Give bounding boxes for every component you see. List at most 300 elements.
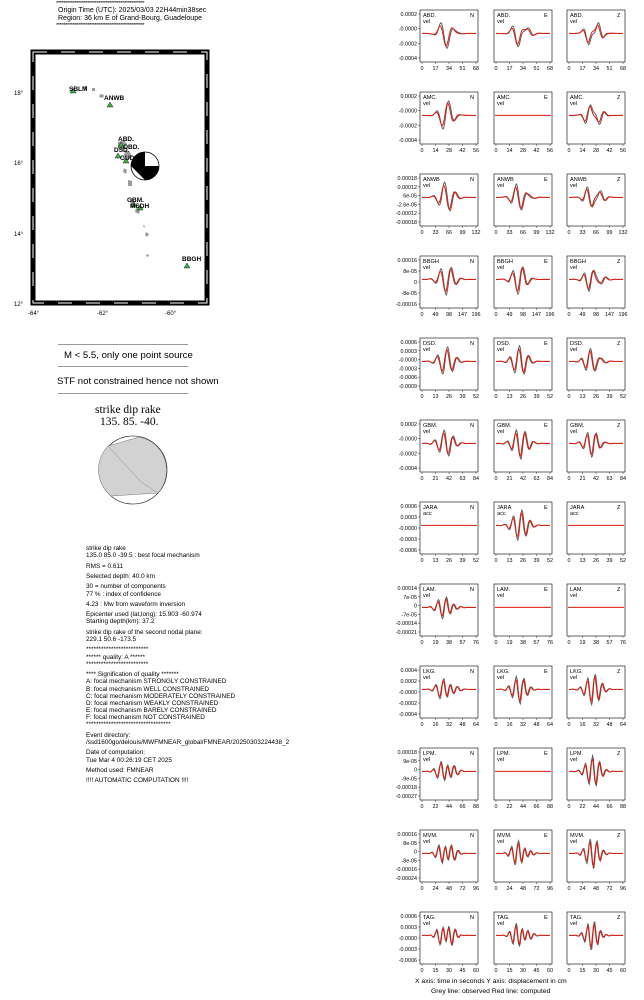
station-name: LAM.	[423, 587, 437, 593]
component-label: E	[544, 423, 548, 429]
component-label: N	[470, 341, 475, 347]
y-tick-label: 0.0006	[400, 340, 417, 346]
waveform-panel-lam-n	[420, 584, 479, 646]
x-tick-label: 0	[494, 312, 498, 318]
header-stars-top: ************************************************	[56, 1, 145, 7]
data-kind: vel	[423, 839, 431, 845]
x-tick-label: 66	[459, 804, 466, 810]
x-tick-label: 0	[567, 394, 571, 400]
x-tick-label: 0	[567, 886, 571, 892]
x-tick-label: 0	[420, 558, 424, 564]
component-label: E	[544, 833, 548, 839]
station-label-anwb: ANWB	[104, 95, 125, 102]
x-tick-label: 33	[432, 230, 439, 236]
data-kind: vel	[570, 921, 578, 927]
x-tick-label: 17	[432, 66, 439, 72]
x-tick-label: 0	[494, 476, 498, 482]
x-tick-label: 68	[547, 66, 553, 72]
station-label-sblm: SBLM	[69, 86, 88, 93]
component-label: Z	[617, 341, 621, 347]
y-tick-label: -0.0009	[398, 384, 417, 390]
station-label-dsd: DSD.	[114, 147, 130, 154]
component-label: N	[470, 95, 475, 101]
station-name: TAG.	[570, 915, 583, 921]
x-tick-label: 51	[459, 66, 466, 72]
y-tick-label: -0.0003	[398, 537, 417, 543]
x-tick-label: 72	[606, 886, 613, 892]
component-label: N	[470, 13, 475, 19]
info-line: 4.23 : Mw from waveform inversion	[86, 600, 186, 608]
waveform-panel-lam-z	[567, 584, 626, 646]
x-tick-label: 98	[593, 312, 599, 318]
station-name: MVM.	[497, 833, 512, 839]
station-name: ABD.	[497, 13, 511, 19]
component-label: N	[470, 505, 475, 511]
waveform-panel-bbgh-n	[420, 256, 481, 318]
x-tick-label: 0	[420, 722, 424, 728]
info-line: Tue Mar 4 00:26:19 CET 2025	[86, 756, 172, 764]
waveform-grid	[370, 0, 644, 1000]
y-tick-label: -0.0000	[398, 108, 417, 115]
component-label: Z	[617, 13, 621, 19]
data-kind: vel	[570, 593, 578, 599]
y-tick-label: 0.0002	[400, 94, 417, 100]
waveform-panel-tag-n	[420, 912, 479, 974]
waveform-panel-gbm-e	[494, 420, 553, 482]
x-tick-label: 39	[459, 558, 466, 564]
x-tick-label: 0	[567, 722, 571, 728]
map-frame	[33, 52, 207, 303]
x-tick-label: 39	[533, 394, 540, 400]
station-name: LPM.	[497, 751, 511, 757]
waveform-panel-lpm-z	[567, 748, 626, 810]
component-label: Z	[617, 505, 621, 511]
data-kind: vel	[570, 675, 578, 681]
info-line: D: focal mechanism WEAKLY CONSTRAINED	[86, 699, 219, 707]
y-tick-label: 0.00016	[397, 258, 417, 264]
waveform-panel-bbgh-z	[567, 256, 628, 318]
x-tick-label: 51	[533, 66, 540, 72]
y-tick-label: 7e-05	[403, 594, 417, 601]
station-row	[396, 256, 628, 318]
x-tick-label: 42	[606, 148, 613, 154]
x-tick-label: 16	[432, 722, 439, 728]
waveform-panel-mvm-z	[567, 830, 626, 892]
info-line: C: focal mechanism MODERATELY CONSTRAINED	[86, 692, 236, 700]
y-tick-label: -0.0003	[398, 366, 417, 373]
component-label: E	[544, 259, 548, 265]
data-kind: vel	[497, 839, 505, 845]
x-tick-label: 96	[547, 886, 553, 892]
waveform-panel-bbgh-e	[494, 256, 555, 318]
y-tick-label: 0.0003	[400, 925, 417, 931]
info-block	[86, 545, 289, 785]
x-tick-label: 52	[473, 394, 479, 400]
x-tick-label: 99	[459, 230, 466, 236]
component-label: E	[544, 95, 548, 101]
x-tick-label: 0	[420, 66, 424, 72]
x-tick-label: 72	[533, 886, 540, 892]
x-tick-label: 33	[579, 230, 586, 236]
y-tick-label: -0.0000	[398, 526, 417, 532]
x-tick-label: 0	[420, 230, 424, 236]
x-tick-label: 0	[567, 558, 571, 564]
x-tick-label: 196	[618, 312, 628, 318]
x-tick-label: 147	[532, 312, 541, 318]
x-tick-label: 19	[579, 640, 586, 646]
component-label: E	[544, 751, 548, 757]
y-tick-label: 6e-05	[403, 193, 417, 200]
info-line: *************************	[86, 646, 149, 654]
y-tick-label: -0.00027	[395, 794, 417, 800]
station-name: MVM.	[570, 833, 585, 839]
x-tick-label: 24	[432, 886, 439, 892]
info-line: Method used: FMNEAR	[86, 766, 154, 774]
station-name: LKG.	[423, 669, 436, 675]
x-tick-label: 0	[420, 476, 424, 482]
x-tick-label: 56	[473, 148, 479, 154]
component-label: Z	[617, 915, 621, 921]
info-line: Starting depth(km): 37.2	[86, 618, 155, 626]
data-kind: vel	[497, 265, 505, 271]
component-label: E	[544, 669, 548, 675]
x-tick-label: 13	[579, 558, 586, 564]
waveform-panel-amc-e	[494, 92, 553, 154]
data-kind: vel	[570, 183, 578, 189]
waveform-panel-gbm-n	[420, 420, 479, 482]
x-tick-label: 0	[494, 230, 498, 236]
info-line: Epicenter used (lat,long): 15.903 -60.974	[86, 611, 202, 619]
x-tick-label: 196	[471, 312, 481, 318]
x-tick-label: 34	[593, 66, 599, 72]
x-tick-label: 64	[620, 722, 626, 728]
component-label: E	[544, 13, 548, 19]
x-tick-label: 26	[593, 394, 599, 400]
x-tick-label: 19	[432, 640, 439, 646]
info-line: A: focal mechanism STRONGLY CONSTRAINED	[86, 678, 227, 686]
x-tick-label: 16	[579, 722, 586, 728]
station-label-bbgh: BBGH	[182, 256, 202, 263]
y-tick-label: -0.0002	[398, 451, 417, 458]
x-tick-label: 49	[579, 312, 586, 318]
x-tick-label: 0	[420, 640, 424, 646]
x-tick-label: 32	[446, 722, 452, 728]
data-kind: vel	[423, 593, 431, 599]
x-tick-label: 28	[593, 148, 599, 154]
x-tick-label: 13	[432, 394, 439, 400]
waveform-panel-lam-e	[494, 584, 553, 646]
station-name: JARA	[423, 505, 438, 511]
y-tick-label: -0.00018	[395, 785, 417, 792]
y-tick-label: -0.0002	[398, 123, 417, 130]
x-tick-label: 88	[620, 804, 626, 810]
info-line: Event directory:	[86, 731, 131, 739]
station-row	[399, 420, 626, 482]
x-tick-label: 19	[506, 640, 513, 646]
divider	[58, 366, 188, 367]
waveform-panel-tag-e	[494, 912, 553, 974]
y-tick-label: 0.0006	[400, 914, 417, 920]
station-name: AMC.	[570, 95, 584, 101]
svg-text:GUD.: GUD.	[120, 155, 137, 162]
component-label: Z	[617, 423, 621, 429]
data-kind: vel	[570, 347, 578, 353]
info-line: **** Signification of quality *******	[86, 671, 179, 679]
x-tick-label: 98	[520, 312, 526, 318]
x-tick-label: 132	[545, 230, 555, 236]
y-tick-label: -0.0004	[398, 712, 417, 718]
x-tick-label: 38	[593, 640, 599, 646]
x-tick-label: 49	[506, 312, 513, 318]
x-tick-label: 21	[506, 476, 513, 482]
station-name: TAG.	[497, 915, 510, 921]
x-tick-label: 39	[606, 394, 613, 400]
station-name: LKG.	[497, 669, 510, 675]
y-tick-label: 0.0002	[400, 679, 417, 685]
x-tick-label: 52	[620, 394, 626, 400]
station-name: MVM.	[423, 833, 438, 839]
waveform-panel-anwb-z	[567, 174, 628, 236]
component-label: N	[470, 177, 475, 183]
station-row	[396, 174, 628, 236]
x-tick-label: 84	[473, 476, 479, 482]
info-line: 30 = number of components	[86, 583, 166, 591]
x-tick-label: 0	[494, 66, 498, 72]
x-tick-label: 0	[567, 476, 571, 482]
sdr-values: 135. 85. -40.	[100, 416, 159, 428]
waveform-panel-mvm-e	[494, 830, 553, 892]
component-label: N	[470, 751, 475, 757]
x-tick-label: 13	[432, 558, 439, 564]
station-row	[399, 338, 626, 400]
waveform-panel-lkg-n	[420, 666, 479, 728]
x-tick-label: 52	[547, 394, 553, 400]
x-tick-label: 24	[579, 886, 586, 892]
component-label: E	[544, 341, 548, 347]
y-tick-label: -0.00024	[395, 876, 417, 882]
x-tick-label: 21	[579, 476, 586, 482]
x-tick-label: 15	[432, 968, 439, 974]
y-tick-label: 0.00016	[397, 832, 417, 838]
x-tick-label: 68	[620, 66, 626, 72]
x-tick-label: 56	[547, 148, 553, 154]
x-tick-label: 13	[506, 558, 513, 564]
y-tick-label: -0.0000	[398, 690, 417, 696]
x-tick-label: 76	[547, 640, 553, 646]
y-tick-label: 0	[414, 603, 417, 610]
y-tick-label: -0.00018	[395, 220, 417, 226]
x-tick-label: 60	[547, 968, 553, 974]
x-tick-label: 0	[567, 66, 571, 72]
x-tick-label: 44	[520, 804, 526, 810]
component-label: E	[544, 915, 548, 921]
x-tick-label: 57	[606, 640, 613, 646]
lon-label-64: -64°	[28, 311, 40, 317]
x-tick-label: 15	[506, 968, 513, 974]
station-label-abd: ABD.	[118, 136, 134, 143]
x-tick-label: 13	[506, 394, 513, 400]
x-tick-label: 42	[446, 476, 452, 482]
info-line: **********************************	[86, 721, 171, 729]
x-tick-label: 52	[473, 558, 479, 564]
y-tick-label: -0.0004	[398, 466, 417, 472]
x-tick-label: 132	[618, 230, 628, 236]
x-tick-label: 26	[520, 558, 526, 564]
x-tick-label: 26	[446, 394, 452, 400]
y-tick-label: 0.0006	[400, 504, 417, 510]
component-label: N	[470, 587, 475, 593]
x-tick-label: 0	[567, 968, 571, 974]
station-name: GBM.	[570, 423, 585, 429]
y-tick-label: 0.00018	[397, 750, 417, 756]
x-tick-label: 96	[473, 886, 479, 892]
y-tick-label: -8e-05	[401, 858, 417, 865]
station-name: AMC.	[497, 95, 511, 101]
y-tick-label: -0.00014	[395, 621, 417, 628]
waveform-panel-amc-n	[420, 92, 479, 154]
y-tick-label: -0.0002	[398, 701, 417, 707]
station-name: GBM.	[497, 423, 512, 429]
y-tick-label: -0.0000	[398, 436, 417, 443]
x-tick-label: 48	[520, 886, 526, 892]
x-tick-label: 0	[420, 394, 424, 400]
x-tick-label: 42	[533, 148, 540, 154]
waveform-panel-lpm-n	[420, 748, 479, 810]
station-row	[399, 666, 626, 728]
x-tick-label: 45	[459, 968, 466, 974]
station-label-gbm: GBM.	[127, 197, 144, 204]
x-tick-label: 39	[533, 558, 540, 564]
x-tick-label: 17	[506, 66, 513, 72]
x-tick-label: 0	[420, 312, 424, 318]
x-tick-label: 45	[606, 968, 613, 974]
x-tick-label: 76	[473, 640, 479, 646]
component-label: N	[470, 669, 475, 675]
info-line: 135.0 85.0 -39.5 : best focal mechanism	[86, 552, 200, 560]
info-line: 229.1 50.6 -173.5	[86, 636, 137, 643]
x-tick-label: 57	[533, 640, 540, 646]
x-tick-label: 88	[473, 804, 479, 810]
y-tick-label: -0.0006	[398, 375, 417, 382]
x-tick-label: 57	[459, 640, 466, 646]
component-label: E	[544, 177, 548, 183]
data-kind: vel	[570, 839, 578, 845]
data-kind: vel	[497, 101, 505, 107]
x-tick-label: 26	[520, 394, 526, 400]
x-tick-label: 60	[620, 968, 626, 974]
station-name: GBM.	[423, 423, 438, 429]
y-tick-label: -0.0006	[398, 958, 417, 964]
x-tick-label: 48	[533, 722, 540, 728]
waveform-panel-lpm-e	[494, 748, 553, 810]
x-tick-label: 99	[606, 230, 613, 236]
region: Region: 36 km E of Grand-Bourg, Guadeloupe	[58, 15, 202, 22]
x-tick-label: 39	[459, 394, 466, 400]
x-tick-label: 0	[494, 804, 498, 810]
y-tick-label: 8e-05	[403, 840, 417, 847]
x-tick-label: 63	[533, 476, 540, 482]
x-tick-label: 22	[579, 804, 586, 810]
data-kind: vel	[423, 429, 431, 435]
y-tick-label: -7e-05	[401, 612, 417, 619]
info-line: Date of computation:	[86, 749, 145, 757]
x-tick-label: 14	[579, 148, 586, 154]
y-tick-label: -0.00016	[395, 867, 417, 874]
x-tick-label: 13	[579, 394, 586, 400]
x-tick-label: 0	[567, 148, 571, 154]
data-kind: vel	[570, 265, 578, 271]
x-tick-label: 48	[606, 722, 613, 728]
x-tick-label: 49	[432, 312, 439, 318]
component-label: E	[544, 505, 548, 511]
x-tick-label: 0	[494, 148, 498, 154]
x-tick-label: 68	[473, 66, 479, 72]
y-tick-label: -0.00021	[395, 630, 417, 636]
component-label: Z	[617, 587, 621, 593]
y-tick-label: -0.0006	[398, 548, 417, 554]
data-kind: vel	[497, 183, 505, 189]
waveform-panel-amc-z	[567, 92, 626, 154]
y-tick-label: 0.0003	[400, 515, 417, 521]
station-name: LPM.	[570, 751, 584, 757]
y-tick-label: 0.00012	[397, 184, 417, 191]
y-tick-label: 0.0002	[400, 12, 417, 18]
station-name: TAG.	[423, 915, 436, 921]
station-name: LAM.	[570, 587, 584, 593]
x-tick-label: 44	[593, 804, 599, 810]
component-label: Z	[617, 669, 621, 675]
data-kind: vel	[423, 101, 431, 107]
x-tick-label: 98	[446, 312, 452, 318]
y-tick-label: 0.00018	[397, 176, 417, 182]
x-tick-label: 34	[520, 66, 526, 72]
y-tick-label: -0.0000	[398, 357, 417, 364]
x-tick-label: 147	[458, 312, 467, 318]
waveform-panel-lkg-z	[567, 666, 626, 728]
station-row	[399, 502, 626, 564]
data-kind: vel	[570, 757, 578, 763]
station-name: DSD.	[423, 341, 437, 347]
x-tick-label: 0	[567, 312, 571, 318]
x-tick-label: 66	[533, 804, 540, 810]
x-tick-label: 38	[520, 640, 526, 646]
station-name: LPM.	[423, 751, 437, 757]
x-tick-label: 0	[494, 722, 498, 728]
station-name: DSD.	[570, 341, 584, 347]
divider	[58, 344, 188, 345]
x-tick-label: 72	[459, 886, 466, 892]
station-row	[396, 748, 626, 810]
x-tick-label: 24	[506, 886, 513, 892]
x-tick-label: 33	[506, 230, 513, 236]
x-tick-label: 147	[605, 312, 614, 318]
waveform-panel-anwb-n	[420, 174, 481, 236]
station-name: LAM.	[497, 587, 511, 593]
location-map	[0, 40, 220, 325]
waveform-panel-gbm-z	[567, 420, 626, 482]
data-kind: vel	[423, 183, 431, 189]
x-tick-label: 38	[446, 640, 452, 646]
axes-legend: X axis: time in seconds Y axis: displacement in cm	[415, 978, 567, 985]
y-tick-label: 0	[414, 280, 417, 286]
x-tick-label: 42	[520, 476, 526, 482]
waveform-panel-anwb-e	[494, 174, 555, 236]
x-tick-label: 32	[593, 722, 599, 728]
x-tick-label: 63	[606, 476, 613, 482]
y-tick-label: -8e-05	[401, 291, 417, 297]
waveform-panel-dsd-z	[567, 338, 626, 400]
waveform-panel-dsd-e	[494, 338, 553, 400]
